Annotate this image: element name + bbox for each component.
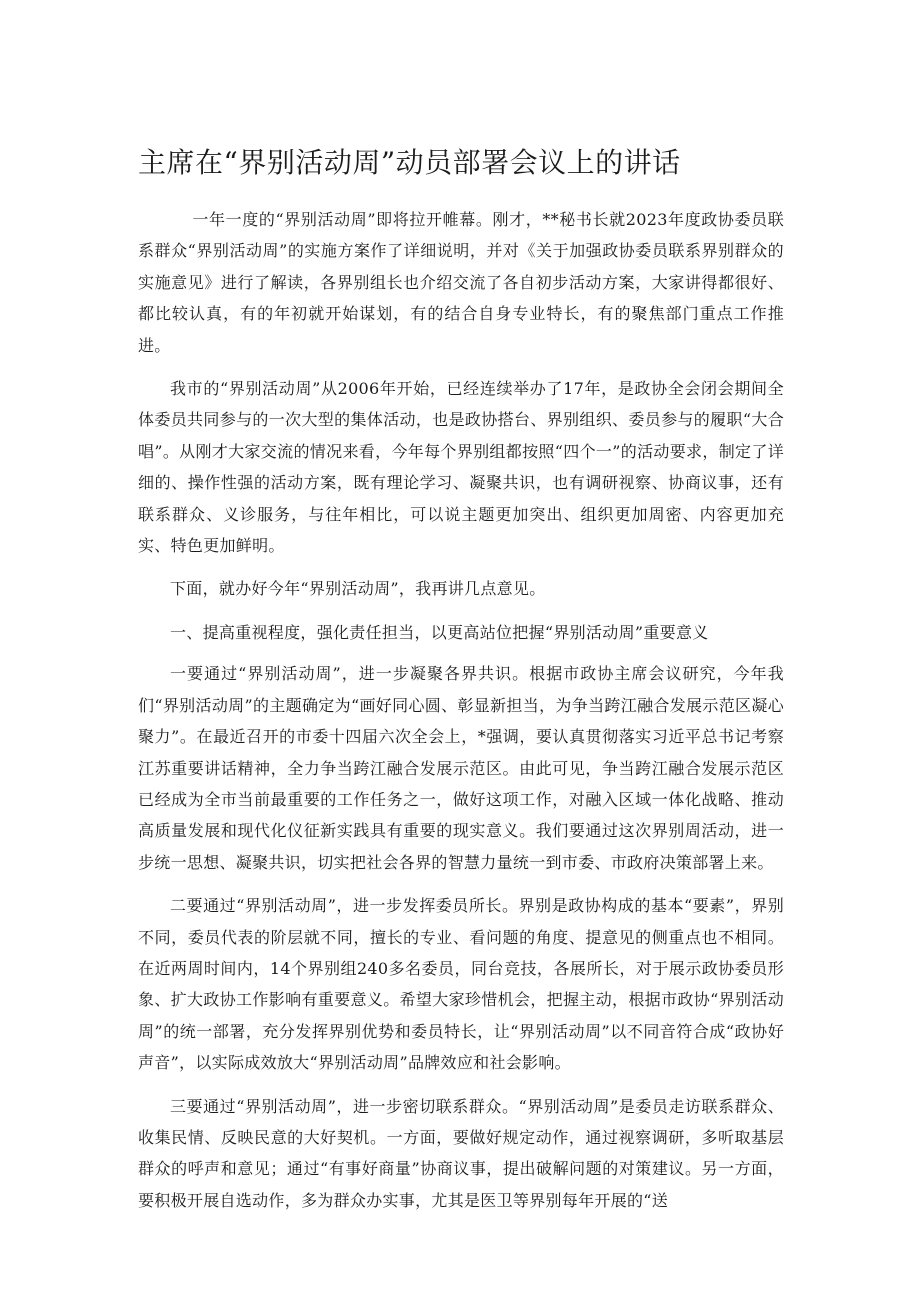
section-heading-1: 一、提高重视程度，强化责任担当，以更高站位把握“界别活动周”重要意义 <box>170 622 709 642</box>
paragraph-transition: 下面，就办好今年“界别活动周”，我再讲几点意见。 <box>170 579 546 599</box>
paragraph-history: 我市的“界别活动周”从2006年开始，已经连续举办了17年，是政协全会闭会期间全体委员共同参与的一次大型的集体活动，也是政协搭台、界别组织、委员参与的履职“大合唱”。从刚才大家交流的情况来看，今年每个界别组都按照“四个一”的活动要求，制定了详细的、操作性强的活动方案，既有理论学习、凝聚共识，也有调研视察、协商议事，还有联系群众、义诊服务，与往年相比，可以说主题更加突出、组织更加周密、内容更加充实、特色更加鲜明。 <box>138 379 784 556</box>
document-title: 主席在“界别活动周”动员部署会议上的讲话 <box>138 146 681 179</box>
paragraph-point-2: 二要通过“界别活动周”，进一步发挥委员所长。界别是政协构成的基本“要素”，界别不同，委员代表的阶层就不同，擅长的专业、看问题的角度、提意见的侧重点也不相同。在近两周时间内，14个界别组240多名委员，同台竞技，各展所长，对于展示政协委员形象、扩大政协工作影响有重要意义。希望大家珍惜机会，把握主动，根据市政协“界别活动周”的统一部署，充分发挥界别优势和委员特长，让“界别活动周”以不同音符合成“政协好声音”，以实际成效放大“界别活动周”品牌效应和社会影响。 <box>138 896 784 1073</box>
document-body <box>138 204 784 1228</box>
paragraph-point-1: 一要通过“界别活动周”，进一步凝聚各界共识。根据市政协主席会议研究，今年我们“界别活动周”的主题确定为“画好同心圆、彰显新担当，为争当跨江融合发展示范区凝心聚力”。在最近召开的市委十四届六次全会上，*强调，要认真贯彻落实习近平总书记考察江苏重要讲话精神，全力争当跨江融合发展示范区。由此可见，争当跨江融合发展示范区已经成为全市当前最重要的工作任务之一，做好这项工作，对融入区域一体化战略、推动高质量发展和现代化仪征新实践具有重要的现实意义。我们要通过这次界别周活动，进一步统一思想、凝聚共识，切实把社会各界的智慧力量统一到市委、市政府决策部署上来。 <box>138 664 784 872</box>
paragraph-point-3: 三要通过“界别活动周”，进一步密切联系群众。“界别活动周”是委员走访联系群众、收集民情、反映民意的大好契机。一方面，要做好规定动作，通过视察调研，多听取基层群众的呼声和意见；通过“有事好商量”协商议事，提出破解问题的对策建议。另一方面，要积极开展自选动作，多为群众办实事，尤其是医卫等界别每年开展的“送 <box>138 1096 784 1210</box>
paragraph-intro: 一年一度的“界别活动周”即将拉开帷幕。刚才，**秘书长就2023年度政协委员联系群众“界别活动周”的实施方案作了详细说明，并对《关于加强政协委员联系界别群众的实施意见》进行了解读，各界别组长也介绍交流了各自初步活动方案，大家讲得都很好、都比较认真，有的年初就开始谋划，有的结合自身专业特长，有的聚焦部门重点工作推进。 <box>138 210 784 355</box>
